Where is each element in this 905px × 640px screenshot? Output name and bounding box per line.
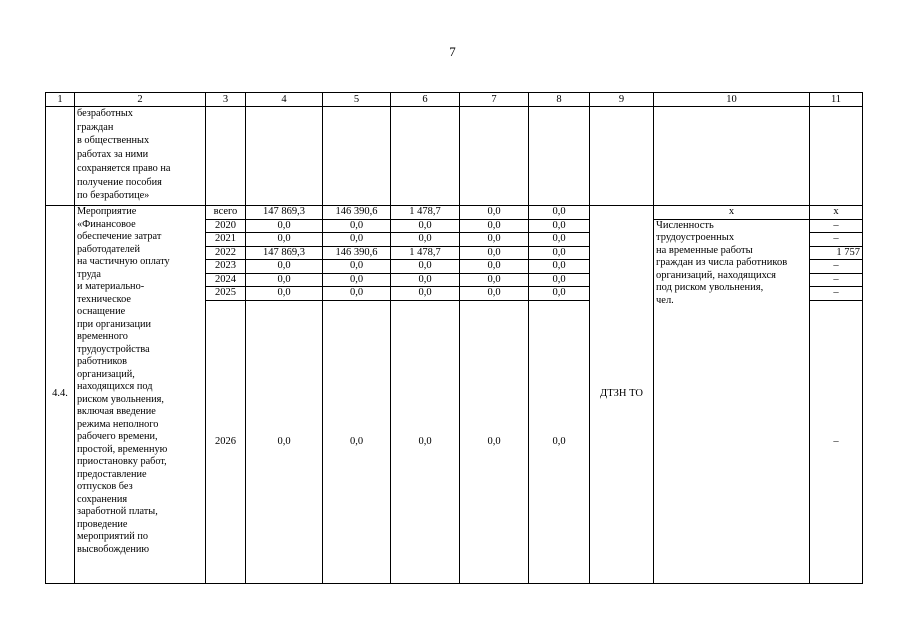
empty-cell — [391, 107, 460, 206]
value-col-11: 1 757 — [810, 246, 863, 260]
value-col-5: 0,0 — [323, 233, 391, 247]
desc-line: риском увольнения, — [77, 393, 164, 405]
item-description — [75, 206, 206, 584]
program-table — [45, 92, 863, 584]
value-col-7: 0,0 — [460, 260, 529, 274]
desc-line: рабочего времени, — [77, 431, 158, 442]
cont-desc-line: сохраняется право на — [77, 162, 171, 174]
value-col-11: – — [810, 233, 863, 247]
year-cell: всего — [206, 206, 246, 220]
value-col-6: 0,0 — [391, 287, 460, 301]
empty-cell — [810, 107, 863, 206]
value-col-7: 0,0 — [460, 206, 529, 220]
desc-line: «Финансовое — [77, 218, 136, 230]
indicator-line: под риском увольнения, — [656, 282, 764, 293]
indicator-cell — [654, 219, 810, 583]
header-col-5: 5 — [323, 93, 391, 107]
value-col-8: 0,0 — [529, 233, 590, 247]
cont-desc-line: безработных — [77, 108, 133, 119]
indicator-line: на временные работы — [656, 244, 753, 256]
year-cell: 2022 — [206, 246, 246, 260]
value-col-6: 0,0 — [391, 233, 460, 247]
desc-line: обеспечение затрат — [77, 231, 162, 242]
value-col-11: – — [810, 300, 863, 583]
header-col-3: 3 — [206, 93, 246, 107]
year-cell: 2024 — [206, 273, 246, 287]
value-col-11: х — [810, 206, 863, 220]
desc-line: включая введение — [77, 406, 156, 417]
value-col-4: 0,0 — [246, 260, 323, 274]
indicator-x-cell: х — [654, 206, 810, 220]
value-col-6: 1 478,7 — [391, 206, 460, 220]
page-number: 7 — [449, 44, 456, 59]
year-row — [46, 206, 863, 220]
value-col-11: – — [810, 219, 863, 233]
desc-line: заработной платы, — [77, 506, 158, 517]
value-col-4: 0,0 — [246, 287, 323, 301]
value-col-5: 0,0 — [323, 260, 391, 274]
empty-cell — [654, 107, 810, 206]
cont-desc-line: в общественных — [77, 135, 150, 147]
desc-line: находящихся под — [77, 381, 153, 392]
header-col-2: 2 — [75, 93, 206, 107]
header-col-9: 9 — [590, 93, 654, 107]
value-col-7: 0,0 — [460, 300, 529, 583]
value-col-7: 0,0 — [460, 273, 529, 287]
desc-line: труда — [77, 268, 101, 280]
desc-line: техническое — [77, 293, 132, 305]
value-col-7: 0,0 — [460, 233, 529, 247]
cont-desc-line: работах за ними — [77, 149, 149, 161]
desc-line: на частичную оплату — [77, 256, 170, 267]
value-col-5: 0,0 — [323, 300, 391, 583]
desc-line: временного — [77, 331, 128, 342]
value-col-8: 0,0 — [529, 246, 590, 260]
cont-description-cell — [75, 107, 206, 206]
value-col-8: 0,0 — [529, 206, 590, 220]
empty-cell — [206, 107, 246, 206]
desc-line: Мероприятие — [77, 206, 137, 217]
year-cell: 2021 — [206, 233, 246, 247]
desc-line: и материально- — [77, 281, 145, 292]
value-col-4: 147 869,3 — [246, 206, 323, 220]
empty-cell — [529, 107, 590, 206]
year-cell: 2020 — [206, 219, 246, 233]
desc-line: отпусков без — [77, 481, 133, 492]
value-col-5: 146 390,6 — [323, 246, 391, 260]
year-cell: 2023 — [206, 260, 246, 274]
desc-line: мероприятий по — [77, 531, 149, 542]
desc-line: проведение — [77, 518, 128, 530]
empty-cell — [246, 107, 323, 206]
header-col-1: 1 — [46, 93, 75, 107]
indicator-line: организаций, находящихся — [656, 269, 777, 281]
indicator-line: трудоустроенных — [656, 232, 735, 243]
desc-line: работодателей — [77, 243, 141, 255]
desc-line: оснащение — [77, 306, 126, 317]
header-col-10: 10 — [654, 93, 810, 107]
cont-desc-line: по безработице» — [77, 190, 150, 202]
header-col-7: 7 — [460, 93, 529, 107]
value-col-11: – — [810, 273, 863, 287]
empty-cell — [460, 107, 529, 206]
year-cell: 2025 — [206, 287, 246, 301]
value-col-6: 0,0 — [391, 273, 460, 287]
header-col-4: 4 — [246, 93, 323, 107]
desc-line: предоставление — [77, 468, 147, 480]
value-col-5: 146 390,6 — [323, 206, 391, 220]
desc-line: при организации — [77, 318, 152, 330]
desc-line: высвобождению — [77, 543, 150, 555]
value-col-8: 0,0 — [529, 260, 590, 274]
desc-line: трудоустройства — [77, 343, 150, 355]
value-col-5: 0,0 — [323, 219, 391, 233]
value-col-7: 0,0 — [460, 246, 529, 260]
value-col-6: 1 478,7 — [391, 246, 460, 260]
value-col-6: 0,0 — [391, 300, 460, 583]
empty-cell — [590, 107, 654, 206]
value-col-4: 147 869,3 — [246, 246, 323, 260]
value-col-5: 0,0 — [323, 287, 391, 301]
empty-cell — [323, 107, 391, 206]
value-col-4: 0,0 — [246, 233, 323, 247]
value-col-8: 0,0 — [529, 300, 590, 583]
indicator-line: Численность — [656, 219, 714, 231]
desc-line: организаций, — [77, 368, 135, 380]
value-col-4: 0,0 — [246, 273, 323, 287]
item-number: 4.4. — [46, 206, 75, 584]
value-col-6: 0,0 — [391, 219, 460, 233]
value-col-8: 0,0 — [529, 273, 590, 287]
value-col-4: 0,0 — [246, 219, 323, 233]
header-row — [46, 93, 863, 107]
year-cell: 2026 — [206, 300, 246, 583]
cont-desc-line: граждан — [77, 121, 114, 133]
value-col-11: – — [810, 260, 863, 274]
indicator-line: чел. — [656, 294, 674, 306]
desc-line: режима неполного — [77, 418, 159, 430]
indicator-line: граждан из числа работников — [656, 257, 788, 268]
desc-line: простой, временную — [77, 443, 168, 455]
value-col-7: 0,0 — [460, 219, 529, 233]
value-col-6: 0,0 — [391, 260, 460, 274]
value-col-11: – — [810, 287, 863, 301]
value-col-8: 0,0 — [529, 287, 590, 301]
desc-line: сохранения — [77, 493, 128, 505]
value-col-7: 0,0 — [460, 287, 529, 301]
cont-num-cell — [46, 107, 75, 206]
value-col-5: 0,0 — [323, 273, 391, 287]
value-col-8: 0,0 — [529, 219, 590, 233]
value-col-4: 0,0 — [246, 300, 323, 583]
header-col-11: 11 — [810, 93, 863, 107]
continued-row — [46, 107, 863, 206]
header-col-6: 6 — [391, 93, 460, 107]
cont-desc-line: получение пособия — [77, 176, 162, 188]
desc-line: работников — [77, 356, 127, 367]
executor-cell: ДТЗН ТО — [590, 206, 654, 584]
header-col-8: 8 — [529, 93, 590, 107]
desc-line: приостановку работ, — [77, 456, 167, 467]
